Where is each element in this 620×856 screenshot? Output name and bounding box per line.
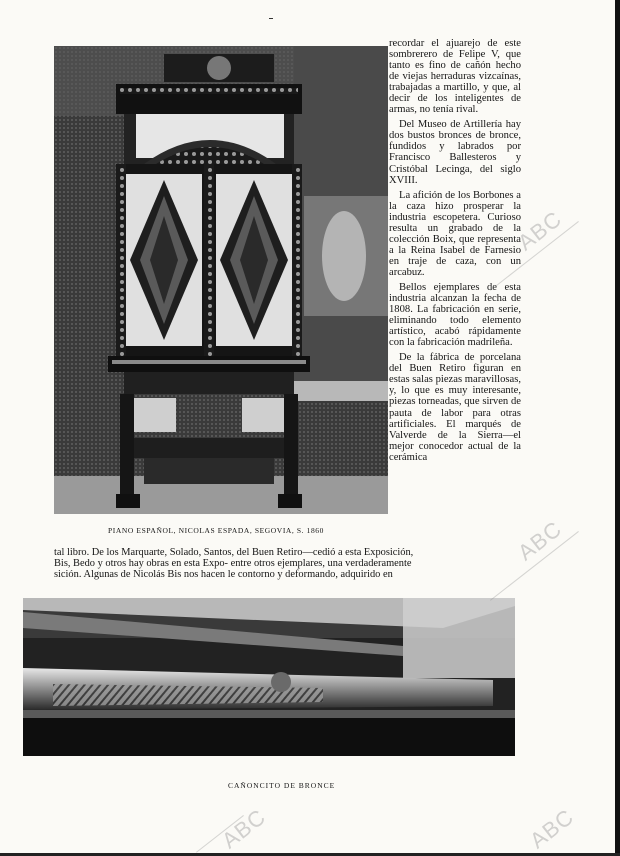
article-right-column [389, 38, 521, 467]
text-line: Bis, Bedo y otros hay obras en esta Expo- entre otros ejemplares, una verdaderamente [54, 558, 412, 569]
paragraph: De la fábrica de porcelana del Buen Retiro figuran en estas salas piezas maravillosas, y, lo que es muy interesante, piezas torneadas, que sirven de pauta de labor para otras artificiales. El marqués de Valverde de la Sierra—el mejor conocedor actual de la cerámica [389, 352, 521, 463]
page-mark [269, 18, 273, 19]
watermark-line [196, 815, 244, 853]
archive-watermark: ABC [525, 803, 579, 854]
cabinet-caption: PIANO ESPAÑOL, NICOLAS ESPADA, SEGOVIA, S. 1860 [108, 526, 325, 535]
page-edge-right [615, 0, 620, 856]
archive-watermark: ABC [513, 205, 567, 256]
text-line: tal libro. De los Marquarte, Solado, Santos, del Buen Retiro—cedió a esta Exposición, [54, 547, 414, 558]
paragraph: Del Museo de Artillería hay dos bustos bronces de bronce, fundidos y labrados por Francisco Ballesteros y Cristóbal Lecinga, del siglo XVIII. [389, 119, 521, 186]
paragraph: La afición de los Borbones a la caza hizo prosperar la industria escopetera. Curioso resulta un grabado de la colección Boix, que representa a la Reina Isabel de Farnesio en traje de caza, con un arcabuz. [389, 189, 521, 278]
paragraph: Bellos ejemplares de esta industria alcanzan la fecha de 1808. La fabricación en serie, eliminando todo elemento artístico, acabó rápidamente con la fabricación madrileña. [389, 281, 521, 349]
text-line: sición. Algunas de Nicolás Bis nos hacen le contorno y deformando, adquirido en [54, 569, 393, 580]
cabinet-photo [54, 46, 388, 514]
archive-watermark: ABC [217, 803, 271, 854]
archive-watermark: ABC [513, 515, 567, 566]
cannon-photo [23, 598, 515, 756]
paragraph: recordar el ajuarejo de este sombrerero de Felipe V, que tanto es fino de cañón hecho de viejas herraduras vizcaínas, trabajadas a martillo, y que, al decir de los inteligentes de armas, no tenía rival. [389, 38, 521, 116]
cannon-caption: CAÑONCITO DE BRONCE [228, 781, 336, 790]
